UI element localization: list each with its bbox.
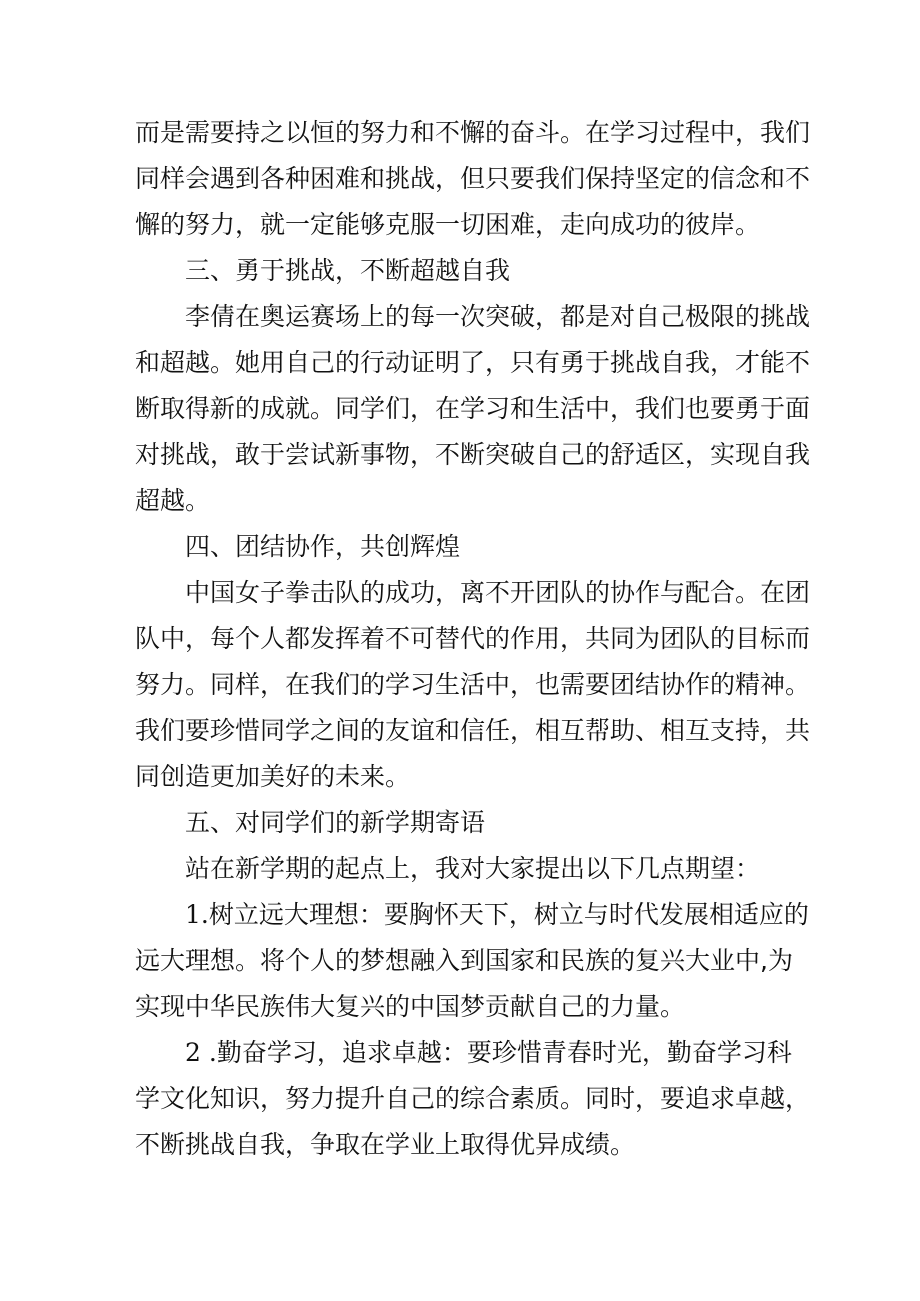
paragraph-challenge: 李倩在奥运赛场上的每一次突破，都是对自己极限的挑战和超越。她用自己的行动证明了，只有勇于挑战自我，才能不断取得新的成就。同学们，在学习和生活中，我们也要勇于面对挑战，敢于尝试新事物，不断突破自己的舒适区，实现自我超越。 — [135, 302, 811, 515]
section-heading-3: 三、勇于挑战，不断超越自我 — [185, 256, 511, 285]
paragraph-teamwork: 中国女子拳击队的成功，离不开团队的协作与配合。在团队中，每个人都发挥着不可替代的作用，共同为团队的目标而努力。同样，在我们的学习生活中，也需要团结协作的精神。我们要珍惜同学之间的友谊和信任，相互帮助、相互支持，共同创造更加美好的未来。 — [135, 578, 811, 791]
list-item-number: 2 . — [185, 1038, 217, 1067]
section-heading-5: 五、对同学们的新学期寄语 — [185, 808, 486, 837]
list-item-text: 勤奋学习，追求卓越：要珍惜青春时光，勤奋学习科学文化知识，努力提升自己的综合素质。同时，要追求卓越，不断挑战自我，争取在学业上取得优异成绩。 — [135, 1038, 811, 1159]
list-item-text: 树立远大理想：要胸怀天下，树立与时代发展相适应的远大理想。将个人的梦想融入到国家和民族的复兴大业中,为实现中华民族伟大复兴的中国梦贡献自己的力量。 — [135, 900, 809, 1021]
list-item-2 — [135, 1030, 815, 1168]
document-body — [135, 110, 815, 1168]
paragraph-continuation: 而是需要持之以恒的努力和不懈的奋斗。在学习过程中，我们同样会遇到各种困难和挑战，但只要我们保持坚定的信念和不懈的努力，就一定能够克服一切困难，走向成功的彼岸。 — [135, 118, 811, 239]
list-item-1 — [135, 892, 815, 1030]
section-heading-4: 四、团结协作，共创辉煌 — [185, 532, 461, 561]
list-item-number: 1. — [185, 900, 209, 929]
paragraph-expectations-intro: 站在新学期的起点上，我对大家提出以下几点期望： — [185, 854, 761, 883]
